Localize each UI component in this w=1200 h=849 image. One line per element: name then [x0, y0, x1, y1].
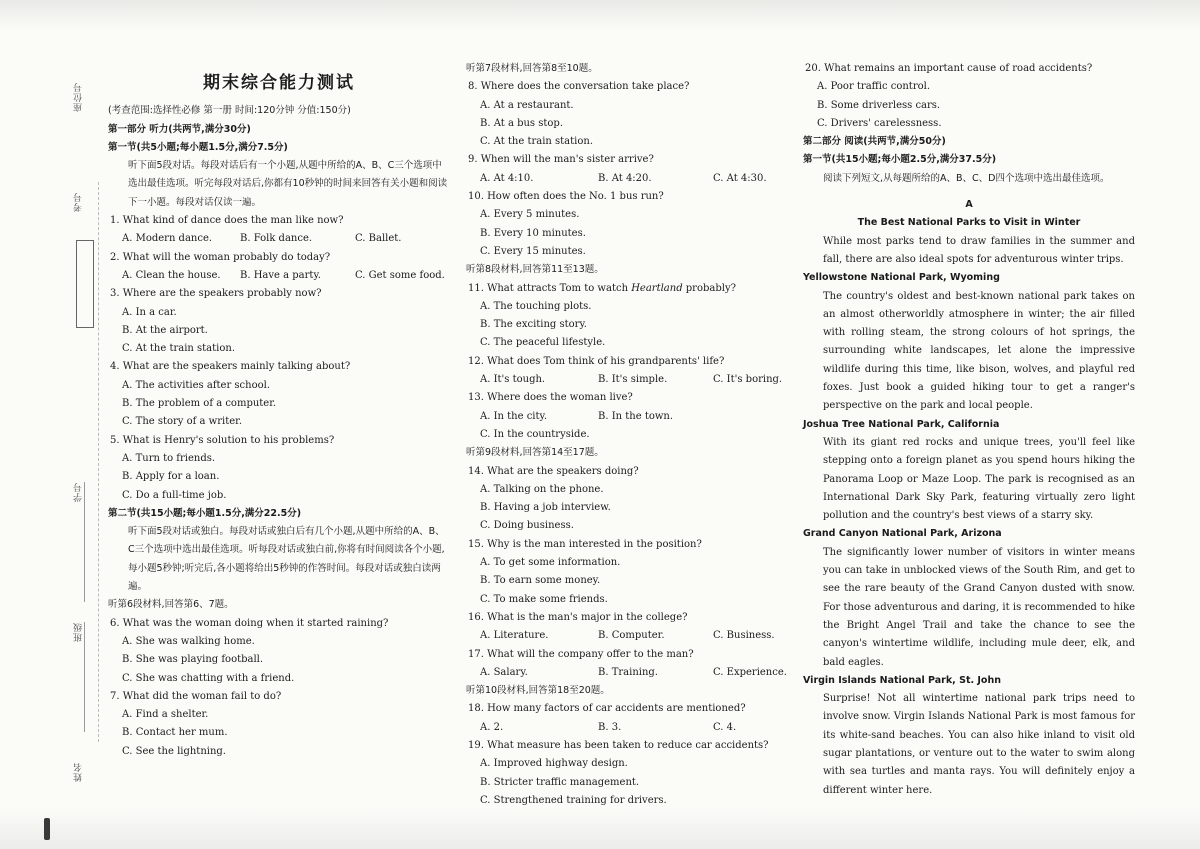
group-note: 听第8段材料,回答第11至13题。: [466, 264, 604, 276]
option-c: C. In the countryside.: [480, 428, 590, 440]
scan-shadow: [0, 0, 1200, 30]
question-stem: 10. How often does the No. 1 bus run?: [468, 191, 664, 203]
group-note: 听第6段材料,回答第6、7题。: [108, 599, 234, 611]
option-a: A. At a restaurant.: [480, 99, 574, 111]
option-c: C. At the train station.: [480, 136, 593, 148]
part2-heading: 第二部分 阅读(共两节,满分50分): [803, 136, 946, 148]
binding-label-class: 班级: [74, 622, 84, 642]
option-a: A. Turn to friends.: [122, 452, 216, 464]
option-a: A. Clean the house.: [122, 269, 221, 281]
group-note: 听第7段材料,回答第8至10题。: [466, 63, 598, 74]
options-row: [108, 267, 450, 285]
question-stem: 17. What will the company offer to the man?: [468, 648, 694, 660]
option-c: C. To make some friends.: [480, 593, 608, 605]
question-stem: 9. When will the man's sister arrive?: [468, 154, 654, 166]
option-c: C. At 4:30.: [713, 172, 767, 184]
option-b: B. Have a party.: [240, 269, 321, 281]
question-stem: 18. How many factors of car accidents are mentioned?: [468, 703, 746, 715]
question-stem: [466, 280, 796, 298]
scan-mark: [44, 818, 50, 840]
part2-section1-heading: 第一节(共15小题;每小题2.5分,满分37.5分): [803, 154, 997, 166]
option-b: B. Apply for a loan.: [122, 471, 220, 483]
option-b: B. In the town.: [598, 410, 674, 422]
options-row: [466, 664, 796, 682]
park-heading: Grand Canyon National Park, Arizona: [803, 528, 1002, 540]
option-a: A. 2.: [480, 721, 504, 733]
option-b: B. At 4:20.: [598, 172, 652, 184]
binding-label-seat: 座位号: [74, 82, 84, 112]
binding-strip: [58, 62, 100, 802]
question-stem-text: 11. What attracts Tom to watch: [468, 282, 632, 294]
page-title: 期末综合能力测试: [203, 73, 355, 93]
part1-heading: 第一部分 听力(共两节,满分30分): [108, 123, 251, 135]
option-c: C. 4.: [713, 721, 737, 733]
option-c: C. Strengthened training for drivers.: [480, 794, 667, 806]
question-stem: 12. What does Tom think of his grandparents' life?: [468, 355, 725, 367]
options-row: [466, 627, 796, 645]
option-a: A. It's tough.: [480, 374, 546, 386]
option-c: C. Every 15 minutes.: [480, 245, 586, 257]
question-stem-text: probably?: [682, 282, 736, 294]
exam-info: (考查范围:选择性必修 第一册 时间:120分钟 分值:150分): [108, 105, 351, 117]
option-c: C. The story of a writer.: [122, 416, 243, 428]
question-stem: 13. Where does the woman live?: [468, 392, 633, 404]
park-heading: Virgin Islands National Park, St. John: [803, 674, 1001, 686]
options-row: [466, 408, 796, 426]
option-b: B. Computer.: [598, 630, 665, 642]
column-3: [803, 60, 1135, 800]
option-c: C. Ballet.: [355, 233, 402, 245]
option-c: C. Doing business.: [480, 520, 574, 532]
scan-shadow: [0, 809, 1200, 849]
option-a: A. To get some information.: [480, 557, 621, 569]
passage-letter: A: [965, 199, 973, 211]
binding-label-name: 姓名: [74, 762, 84, 782]
option-c: C. Do a full-time job.: [122, 489, 227, 501]
option-b: B. She was playing football.: [122, 654, 264, 666]
park-paragraph: Surprise! Not all wintertime national park trips need to involve snow. Virgin Islands National Park is most famous for its white-sand beaches. You can also hike inland to visit old sugar plantations, or venture out to the water to swim along with sea turtles and manta rays. You will definitely enjoy a different winter here.: [823, 693, 1135, 796]
binding-label-student-id: 学号: [74, 482, 84, 502]
option-b: B. Folk dance.: [240, 233, 313, 245]
options-row: [108, 230, 450, 248]
question-stem: 16. What is the man's major in the college?: [468, 611, 688, 623]
park-paragraph: With its giant red rocks and unique trees, you'll feel like stepping onto a foreign planet as you spend hours hiking the Panorama Loop or Maze Loop. The park is recognised as an International Dark Sky Park, featuring virtually zero light pollution and the country's best views of a starry sky.: [823, 436, 1135, 522]
column-1: [108, 60, 450, 761]
question-stem: 14. What are the speakers doing?: [468, 465, 639, 477]
option-a: A. She was walking home.: [122, 635, 255, 647]
option-b: B. Contact her mum.: [122, 727, 228, 739]
reading-instructions: 阅读下列短文,从每题所给的A、B、C、D四个选项中选出最佳选项。: [823, 172, 1110, 184]
movie-title: Heartland: [631, 282, 683, 294]
question-stem: 2. What will the woman probably do today?: [110, 251, 331, 263]
option-c: C. At the train station.: [122, 343, 235, 355]
option-b: B. At a bus stop.: [480, 117, 563, 129]
option-c: C. Business.: [713, 630, 775, 642]
seal-line: [98, 182, 99, 742]
group-note: 听第10段材料,回答第18至20题。: [466, 685, 610, 697]
option-a: A. Every 5 minutes.: [480, 209, 580, 221]
options-row: [466, 170, 796, 188]
option-a: A. Salary.: [480, 666, 528, 678]
section2-instructions: 听下面5段对话或独白。每段对话或独白后有几个小题,从题中所给的A、B、C三个选项中选出最佳选项。听每段对话或独白前,你将有时间阅读各个小题,每小题5秒钟;听完后,各小题将给出5秒钟的作答时间。每段对话或独白读两遍。: [128, 526, 445, 593]
option-c: C. Get some food.: [355, 269, 445, 281]
section1-heading: 第一节(共5小题;每小题1.5分,满分7.5分): [108, 141, 288, 153]
option-a: A. Modern dance.: [122, 233, 213, 245]
binding-label-exam-id: 考号: [74, 192, 84, 212]
option-c: C. It's boring.: [713, 374, 783, 386]
question-stem: 8. Where does the conversation take place?: [468, 81, 690, 93]
passage-intro: While most parks tend to draw families in the summer and fall, there are also ideal spots for adventurous winter trips.: [823, 235, 1135, 265]
option-c: C. She was chatting with a friend.: [122, 672, 295, 684]
park-paragraph: The country's oldest and best-known national park takes on an almost otherworldly atmosphere in winter; the air filled with rolling steam, the strong colours of hot springs, the surrounding white landscapes, let alone the impressive wildlife during this time, like bison, wolves, and playful red foxes. Just book a guided hiking tour to get a ranger's perspective on the park and local people.: [823, 290, 1135, 412]
section2-heading: 第二节(共15小题;每小题1.5分,满分22.5分): [108, 507, 302, 519]
question-stem: 19. What measure has been taken to reduce car accidents?: [468, 739, 769, 751]
option-b: B. The exciting story.: [480, 319, 587, 331]
question-stem: 7. What did the woman fail to do?: [110, 690, 282, 702]
option-b: B. To earn some money.: [480, 575, 601, 587]
question-stem: 1. What kind of dance does the man like now?: [110, 215, 344, 227]
option-b: B. Stricter traffic management.: [480, 776, 640, 788]
question-stem: 6. What was the woman doing when it started raining?: [110, 617, 389, 629]
binding-underline: [84, 482, 85, 602]
park-paragraph: The significantly lower number of visitors in winter means you can take in unblocked views of the South Rim, and get to see the rare beauty of the Grand Canyon dusted with snow. For those adventurous and daring, it is recommended to hike the Bright Angel Trail and take the chance to see the canyon's wintertime wildlife, including mule deer, elk, and bald eagles.: [823, 546, 1135, 668]
options-row: [466, 719, 796, 737]
option-a: A. At 4:10.: [480, 172, 534, 184]
options-row: [466, 371, 796, 389]
question-stem: 15. Why is the man interested in the position?: [468, 538, 702, 550]
option-b: B. It's simple.: [598, 374, 668, 386]
option-a: A. Find a shelter.: [122, 709, 209, 721]
option-b: B. At the airport.: [122, 324, 208, 336]
option-b: B. Having a job interview.: [480, 502, 611, 514]
option-b: B. Every 10 minutes.: [480, 227, 586, 239]
option-a: A. Improved highway design.: [480, 758, 628, 770]
option-a: A. Literature.: [480, 630, 549, 642]
park-heading: Yellowstone National Park, Wyoming: [803, 272, 1000, 284]
option-a: A. Talking on the phone.: [480, 483, 604, 495]
question-stem: 5. What is Henry's solution to his problems?: [110, 434, 335, 446]
question-stem: 20. What remains an important cause of road accidents?: [805, 63, 1093, 74]
option-a: A. Poor traffic control.: [817, 81, 931, 93]
group-note: 听第9段材料,回答第14至17题。: [466, 447, 604, 459]
option-a: A. In a car.: [122, 306, 177, 318]
option-b: B. Training.: [598, 666, 658, 678]
option-a: A. The activities after school.: [122, 379, 271, 391]
option-b: B. The problem of a computer.: [122, 398, 277, 410]
option-c: C. Experience.: [713, 666, 787, 678]
option-b: B. Some driverless cars.: [817, 99, 941, 111]
question-stem: 4. What are the speakers mainly talking about?: [110, 361, 351, 373]
park-heading: Joshua Tree National Park, California: [803, 418, 1000, 430]
section1-instructions: 听下面5段对话。每段对话后有一个小题,从题中所给的A、B、C三个选项中选出最佳选项。听完每段对话后,你都有10秒钟的时间来回答有关小题和阅读下一小题。每段对话仅读一遍。: [128, 160, 448, 208]
option-c: C. Drivers' carelessness.: [817, 117, 942, 129]
option-a: A. In the city.: [480, 410, 548, 422]
column-2: [466, 60, 796, 810]
binding-underline: [84, 622, 85, 732]
option-a: A. The touching plots.: [480, 300, 592, 312]
passage-title: The Best National Parks to Visit in Winter: [857, 217, 1081, 229]
option-c: C. See the lightning.: [122, 745, 226, 757]
binding-box: [76, 240, 94, 328]
option-c: C. The peaceful lifestyle.: [480, 337, 606, 349]
question-stem: 3. Where are the speakers probably now?: [110, 288, 322, 300]
option-b: B. 3.: [598, 721, 622, 733]
